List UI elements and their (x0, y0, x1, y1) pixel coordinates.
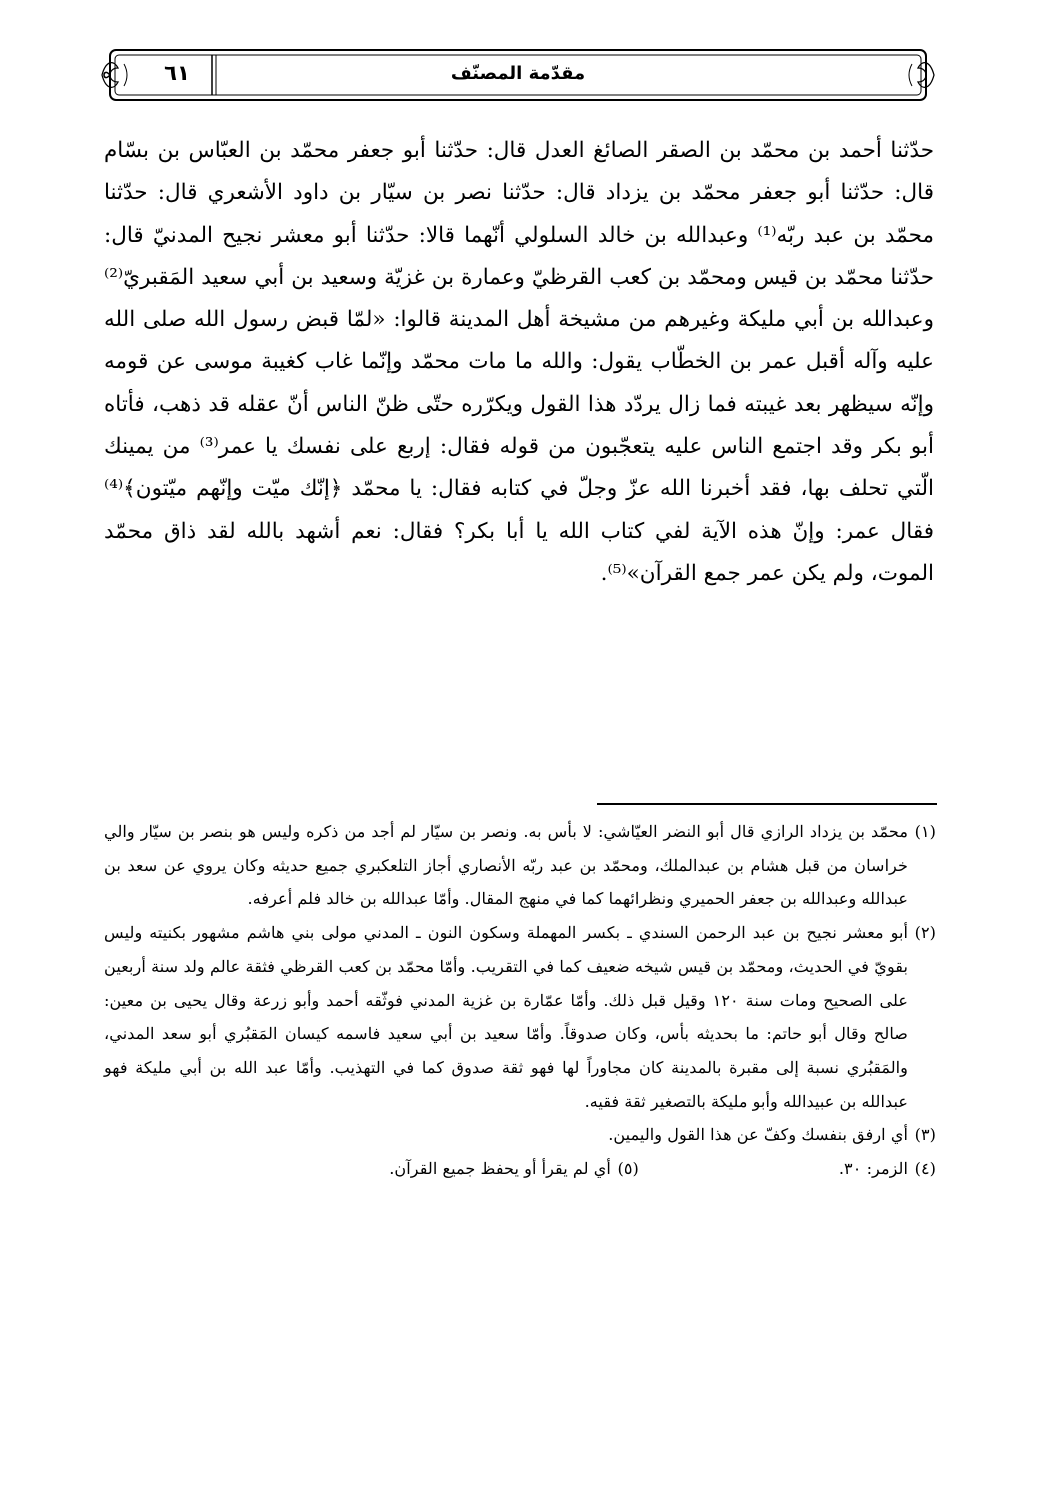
footnote-text: أي لم يقرأ أو يحفظ جميع القرآن. (389, 1159, 611, 1179)
footnote-row-4-5 (104, 1152, 936, 1186)
footnote-number: (٥) (617, 1159, 639, 1179)
page-number: ٦١ (164, 61, 190, 85)
footnote-4 (839, 1152, 936, 1186)
footnote-text: محمّد بن يزداد الرازي قال أبو النضر العيّاشي: لا بأس به. ونصر بن سيّار لم أجد من ذكره وليس هو بنصر بن سيّار والي خراسان من قبل هشام بن عبدالملك، ومحمّد بن عبد ربّه الأنصاري أجاز التلعكبري جميع حديثه وكان يروي عن سعد بن عبدالله وعبدالله بن جعفر الحميري ونظرائهما كما في منهج المقال. وأمّا عبدالله بن خالد فلم أعرفه. (104, 822, 908, 909)
footnote-number: (٣) (914, 1125, 936, 1145)
running-header (100, 46, 936, 104)
footnote-3 (104, 1118, 936, 1152)
footnote-text: أي ارفق بنفسك وكفّ عن هذا القول واليمين. (608, 1125, 908, 1145)
footnote-text: أبو معشر نجيح بن عبد الرحمن السندي ـ بكسر المهملة وسكون النون ـ المدني مولى بني هاشم مشهور بكنيته وليس بقويّ في الحديث، ومحمّد بن قيس شيخه ضعيف كما في التقريب. وأمّا محمّد بن كعب القرظي فثقة عالم ولد سنة أربعين على الصحيح ومات سنة ١٢٠ وقيل قبل ذلك. وأمّا عمّارة بن غزية المدني فوثّقه أحمد وأبو زرعة وقال يحيى بن معين: صالح وقال أبو حاتم: ما بحديثه بأس، وكان صدوقاً. وأمّا سعيد بن أبي سعيد فاسمه كيسان المَقبُري أبو سعد المدني، والمَقبُري نسبة إلى مقبرة بالمدينة كان مجاوراً لها فهو ثقة صدوق كما في التهذيب. وأمّا عبد الله بن أبي مليكة فهو عبدالله بن عبيدالله وأبو مليكة بالتصغير ثقة فقيه. (104, 923, 908, 1111)
footnote-separator (597, 803, 937, 805)
footnote-5 (389, 1152, 639, 1186)
main-body-text: حدّثنا أحمد بن محمّد بن الصقر الصائغ العدل قال: حدّثنا أبو جعفر محمّد بن العبّاس بن بسّام قال: حدّثنا أبو جعفر محمّد بن يزداد قال: حدّثنا نصر بن سيّار بن داود الأشعري قال: حدّثنا محمّد بن عبد ربّه⁽¹⁾ وعبدالله بن خالد السلولي أنّهما قالا: حدّثنا أبو معشر نجيح المدنيّ قال: حدّثنا محمّد بن قيس ومحمّد بن كعب القرظيّ وعمارة بن غزيّة وسعيد بن أبي سعيد المَقبريّ⁽²⁾ وعبدالله بن أبي مليكة وغيرهم من مشيخة أهل المدينة قالوا: «لمّا قبض رسول الله صلى الله عليه وآله أقبل عمر بن الخطّاب يقول: والله ما مات محمّد وإنّما غاب كغيبة موسى عن قومه وإنّه سيظهر بعد غيبته فما زال يردّد هذا القول ويكرّره حتّى ظنّ الناس أنّ عقله قد ذهب، فأتاه أبو بكر وقد اجتمع الناس عليه يتعجّبون من قوله فقال: إربع على نفسك يا عمر⁽³⁾ من يمينك الّتي تحلف بها، فقد أخبرنا الله عزّ وجلّ في كتابه فقال: يا محمّد ﴿إنّك ميّت وإنّهم ميّتون﴾⁽⁴⁾ فقال عمر: وإنّ هذه الآية لفي كتاب الله يا أبا بكر؟ فقال: نعم أشهد بالله لقد ذاق محمّد الموت، ولم يكن عمر جمع القرآن»⁽⁵⁾. (104, 138, 934, 586)
footnote-text: الزمر: ٣٠. (838, 1159, 908, 1179)
footnote-number: (٤) (914, 1159, 936, 1179)
footnotes (104, 815, 936, 1186)
footnote-1 (104, 815, 936, 916)
running-head-title: مقدّمة المصنّف (450, 63, 586, 84)
footnote-number: (٢) (914, 923, 936, 943)
footnote-2 (104, 916, 936, 1118)
footnote-number: (١) (914, 822, 936, 841)
